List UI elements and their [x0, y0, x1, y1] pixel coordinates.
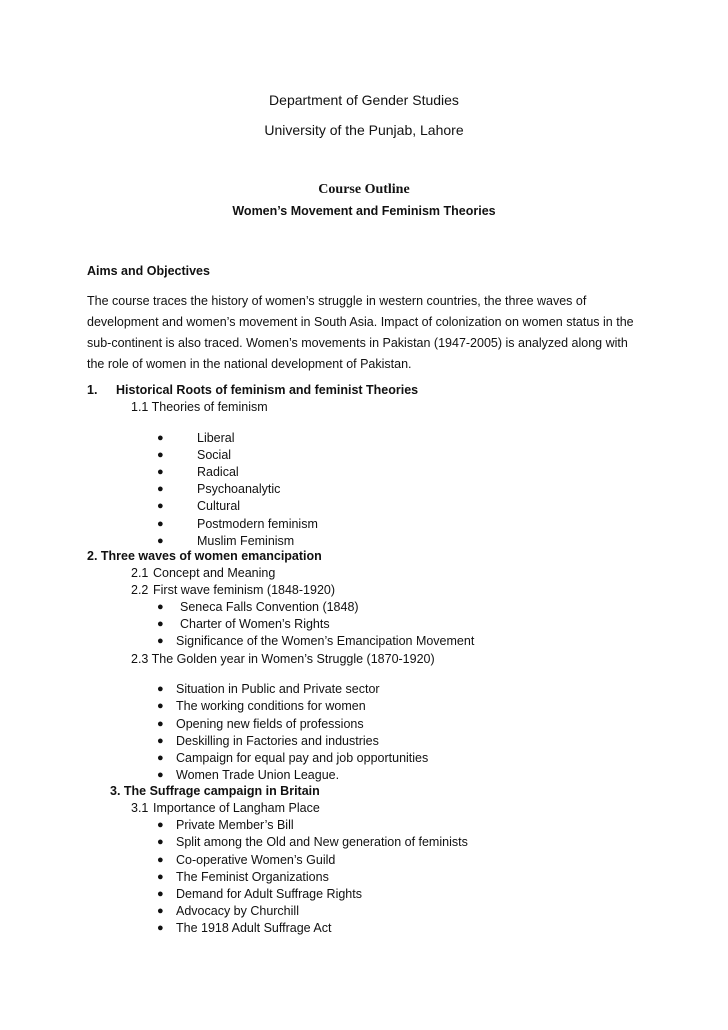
outline-title: Course Outline [318, 182, 410, 197]
list-item: Cultural [197, 499, 241, 513]
bullet-icon: ● [157, 700, 164, 712]
bullet-icon: ● [157, 535, 164, 547]
list-item: Campaign for equal pay and job opportunities [176, 751, 429, 765]
bullet-icon: ● [157, 449, 164, 461]
bullet-icon: ● [157, 601, 164, 613]
list-item: Demand for Adult Suffrage Rights [176, 887, 362, 901]
bullet-icon: ● [157, 769, 164, 781]
bullet-icon: ● [157, 871, 164, 883]
bullet-icon: ● [157, 466, 164, 478]
department-name: Department of Gender Studies [269, 92, 459, 108]
section-1-number: 1. [87, 383, 98, 397]
list-item: Charter of Women’s Rights [180, 617, 330, 631]
list-item: Split among the Old and New generation of feminists [176, 835, 468, 849]
subsection-2-1-text: Concept and Meaning [153, 566, 276, 580]
bullet-icon: ● [157, 500, 164, 512]
list-item: Significance of the Women’s Emancipation Movement [176, 634, 475, 648]
list-item: Advocacy by Churchill [176, 904, 299, 918]
bullet-icon: ● [157, 432, 164, 444]
list-item: Co-operative Women’s Guild [176, 853, 336, 867]
list-item: Radical [197, 465, 239, 479]
university-name: University of the Punjab, Lahore [264, 122, 464, 138]
aims-paragraph: The course traces the history of women’s struggle in western countries, the three waves of development and women’s movement in South Asia. Impact of colonization on women status in the sub-continent is also traced. Women’s movements in Pakistan (1947-2005) is analyzed along with the role of women in the national development of Pakistan. [87, 294, 634, 371]
course-title: Women’s Movement and Feminism Theories [232, 204, 496, 218]
list-item: Liberal [197, 431, 235, 445]
bullet-icon: ● [157, 819, 164, 831]
list-item: Social [197, 448, 232, 462]
subsection-2-2-number: 2.2 [131, 583, 149, 597]
bullet-icon: ● [157, 905, 164, 917]
bullet-icon: ● [157, 718, 164, 730]
bullet-icon: ● [157, 836, 164, 848]
subsection-3-1-text: Importance of Langham Place [153, 801, 320, 815]
bullet-icon: ● [157, 735, 164, 747]
list-item: Women Trade Union League. [176, 768, 340, 782]
bullet-icon: ● [157, 683, 164, 695]
section-2-title: 2. Three waves of women emancipation [87, 549, 322, 563]
list-item: Private Member’s Bill [176, 818, 294, 832]
list-item: Opening new fields of professions [176, 717, 364, 731]
list-item: Deskilling in Factories and industries [176, 734, 379, 748]
list-item: The working conditions for women [176, 699, 366, 713]
bullet-icon: ● [157, 635, 164, 647]
list-item: Situation in Public and Private sector [176, 682, 380, 696]
section-1-title: Historical Roots of feminism and feminist Theories [116, 383, 419, 397]
bullet-icon: ● [157, 854, 164, 866]
subsection-2-2-text: First wave feminism (1848-1920) [153, 583, 336, 597]
bullet-icon: ● [157, 752, 164, 764]
list-item: The 1918 Adult Suffrage Act [176, 921, 332, 935]
bullet-icon: ● [157, 483, 164, 495]
list-item: The Feminist Organizations [176, 870, 329, 884]
list-item: Postmodern feminism [197, 517, 318, 531]
aims-heading: Aims and Objectives [87, 264, 210, 278]
list-item: Seneca Falls Convention (1848) [180, 600, 359, 614]
subsection-2-1-number: 2.1 [131, 566, 149, 580]
section-3-title: 3. The Suffrage campaign in Britain [110, 784, 320, 798]
list-item: Psychoanalytic [197, 482, 281, 496]
subsection-1-1: 1.1 Theories of feminism [131, 400, 268, 414]
subsection-2-3: 2.3 The Golden year in Women’s Struggle (1870-1920) [131, 652, 435, 666]
bullet-icon: ● [157, 518, 164, 530]
bullet-icon: ● [157, 922, 164, 934]
subsection-3-1-number: 3.1 [131, 801, 149, 815]
bullet-icon: ● [157, 888, 164, 900]
list-item: Muslim Feminism [197, 534, 295, 548]
bullet-icon: ● [157, 618, 164, 630]
